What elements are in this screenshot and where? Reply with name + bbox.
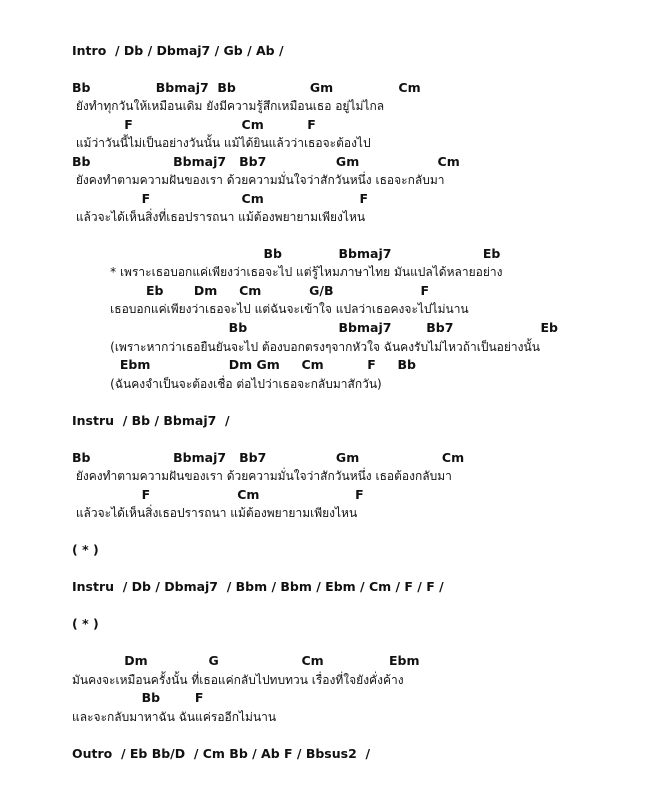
lyric-line: * เพราะเธอบอกแค่เพียงว่าเธอจะไป แต่รู้ไหมภาษาไทย มันแปลได้หลายอย่าง bbox=[72, 265, 503, 279]
line-instru-1: Instru / Bb / Bbmaj7 / bbox=[72, 413, 230, 428]
chord-line: Bb Bbmaj7 Bb7 Gm Cm bbox=[72, 154, 460, 169]
lyric-line: แล้วจะได้เห็นสิ่งที่เธอปรารถนา แม้ต้องพยายามเพียงไหน bbox=[72, 210, 366, 224]
line-instru-2: Instru / Db / Dbmaj7 / Bbm / Bbm / Ebm / Cm / F / F / bbox=[72, 579, 444, 594]
chord-line: Bb Bbmaj7 Bb7 Gm Cm bbox=[72, 450, 465, 465]
lyric-line: ยังคงทำตามความฝันของเรา ด้วยความมั่นใจว่าสักวันหนึ่ง เธอต้องกลับมา bbox=[72, 469, 452, 483]
lyric-line: เธอบอกแค่เพียงว่าเธอจะไป แต่ฉันจะเข้าใจ แปลว่าเธอคงจะไปไม่นาน bbox=[72, 302, 469, 316]
lyric-line: (ฉันคงจำเป็นจะต้องเชื่อ ต่อไปว่าเธอจะกลับมาสักวัน) bbox=[72, 377, 382, 391]
line-outro: Outro / Eb Bb/D / Cm Bb / Ab F / Bbsus2 / bbox=[72, 746, 371, 761]
line-intro: Intro / Db / Dbmaj7 / Gb / Ab / bbox=[72, 43, 284, 58]
line-repeat-chorus: ( * ) bbox=[72, 616, 99, 631]
line-repeat-chorus: ( * ) bbox=[72, 542, 99, 557]
chord-line: F Cm F bbox=[72, 487, 364, 502]
lyric-line: แล้วจะได้เห็นสิ่งเธอปรารถนา แม้ต้องพยายามเพียงไหน bbox=[72, 506, 358, 520]
chord-line: F Cm F bbox=[72, 117, 316, 132]
chord-line: Bb F bbox=[72, 690, 204, 705]
chord-line: Bb Bbmaj7 Eb bbox=[72, 246, 501, 261]
chord-line: Bb Bbmaj7 Bb7 Eb bbox=[72, 320, 558, 335]
lyric-line: ยังทำทุกวันให้เหมือนเดิม ยังมีความรู้สึกเหมือนเธอ อยู่ไม่ไกล bbox=[72, 99, 385, 113]
lyric-line: และจะกลับมาหาฉัน ฉันแค่รออีกไม่นาน bbox=[72, 710, 277, 724]
chord-line: Ebm Dm Gm Cm F Bb bbox=[72, 357, 417, 372]
lyric-line: (เพราะหากว่าเธอยืนยันจะไป ต้องบอกตรงๆจากหัวใจ ฉันคงรับไม่ไหวถ้าเป็นอย่างนั้น bbox=[72, 340, 540, 354]
chord-line: Eb Dm Cm G/B F bbox=[72, 283, 430, 298]
chord-line: Bb Bbmaj7 Bb Gm Cm bbox=[72, 80, 421, 95]
chord-line: Dm G Cm Ebm bbox=[72, 653, 420, 668]
lyric-line: ยังคงทำตามความฝันของเรา ด้วยความมั่นใจว่าสักวันหนึ่ง เธอจะกลับมา bbox=[72, 173, 445, 187]
lyric-line: มันคงจะเหมือนครั้งนั้น ที่เธอแค่กลับไปทบทวน เรื่องที่ใจยังคั่งค้าง bbox=[72, 673, 404, 687]
chord-line: F Cm F bbox=[72, 191, 369, 206]
lyric-line: แม้ว่าวันนี้ไม่เป็นอย่างวันนั้น แม้ได้ยินแล้วว่าเธอจะต้องไป bbox=[72, 136, 371, 150]
